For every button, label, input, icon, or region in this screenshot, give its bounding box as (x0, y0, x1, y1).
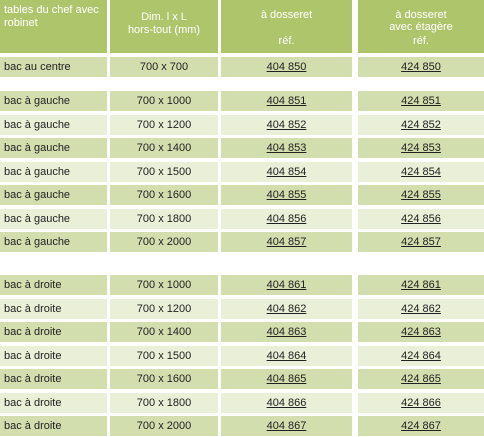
row-etagere-ref-link[interactable]: 424 850 (358, 57, 484, 77)
row-dosseret-ref-link[interactable]: 404 850 (221, 57, 352, 77)
row-type-cell: bac à gauche (0, 209, 107, 229)
table-row (0, 209, 484, 229)
row-etagere-ref-link[interactable]: 424 867 (358, 416, 484, 436)
table-row (0, 346, 484, 366)
row-dosseret-ref-link[interactable]: 404 857 (221, 232, 352, 252)
header-dimensions-cell (110, 0, 218, 53)
row-etagere-ref-link[interactable]: 424 851 (358, 91, 484, 111)
row-dimension-cell: 700 x 1200 (110, 115, 218, 135)
row-dosseret-ref-link[interactable]: 404 856 (221, 209, 352, 229)
row-type-cell: bac à droite (0, 416, 107, 436)
row-dosseret-ref-link[interactable]: 404 854 (221, 162, 352, 182)
row-etagere-ref-link[interactable]: 424 854 (358, 162, 484, 182)
header-type-label: tables du chef avec robinet (4, 4, 99, 29)
row-dosseret-ref-link[interactable]: 404 851 (221, 91, 352, 111)
row-dosseret-ref-link[interactable]: 404 853 (221, 138, 352, 158)
row-type-cell: bac à gauche (0, 115, 107, 135)
row-etagere-ref-link[interactable]: 424 856 (358, 209, 484, 229)
row-etagere-ref-link[interactable]: 424 853 (358, 138, 484, 158)
row-dimension-cell: 700 x 1400 (110, 138, 218, 158)
table-row (0, 138, 484, 158)
row-dosseret-ref-link[interactable]: 404 861 (221, 275, 352, 295)
row-dosseret-ref-link[interactable]: 404 855 (221, 185, 352, 205)
row-type-cell: bac au centre (0, 57, 107, 77)
row-type-cell: bac à droite (0, 275, 107, 295)
header-etagere-cell (358, 0, 484, 53)
row-dimension-cell: 700 x 1000 (110, 275, 218, 295)
table-row (0, 322, 484, 342)
header-etagere-label: à dosseret (395, 9, 447, 21)
row-type-cell: bac à gauche (0, 185, 107, 205)
row-etagere-ref-link[interactable]: 424 855 (358, 185, 484, 205)
row-dimension-cell: 700 x 1600 (110, 369, 218, 389)
table-row (0, 232, 484, 252)
row-type-cell: bac à gauche (0, 138, 107, 158)
row-dosseret-ref-link[interactable]: 404 862 (221, 299, 352, 319)
header-dosseret-label: à dosseret (260, 9, 313, 21)
row-type-cell: bac à droite (0, 346, 107, 366)
row-dosseret-ref-link[interactable]: 404 852 (221, 115, 352, 135)
row-etagere-ref-link[interactable]: 424 852 (358, 115, 484, 135)
table-row (0, 185, 484, 205)
row-type-cell: bac à droite (0, 369, 107, 389)
row-dimension-cell: 700 x 1000 (110, 91, 218, 111)
row-etagere-ref-link[interactable]: 424 863 (358, 322, 484, 342)
row-dimension-cell: 700 x 1500 (110, 346, 218, 366)
row-etagere-ref-link[interactable]: 424 862 (358, 299, 484, 319)
row-dosseret-ref-link[interactable]: 404 864 (221, 346, 352, 366)
header-dimensions-label: Dim. l x L (141, 11, 187, 23)
header-type-cell (0, 0, 107, 53)
row-type-cell: bac à droite (0, 322, 107, 342)
row-dimension-cell: 700 x 700 (110, 57, 218, 77)
row-type-cell: bac à gauche (0, 91, 107, 111)
header-dosseret-cell (221, 0, 352, 53)
table-row (0, 91, 484, 111)
header-etagere-sublabel: avec étagère (389, 21, 453, 33)
table-row (0, 115, 484, 135)
table-row (0, 299, 484, 319)
table-row (0, 57, 484, 77)
header-etagere-ref-label: réf. (413, 35, 429, 47)
row-type-cell: bac à droite (0, 393, 107, 413)
header-dosseret-ref-label: réf. (278, 35, 295, 47)
row-type-cell: bac à gauche (0, 232, 107, 252)
row-dimension-cell: 700 x 2000 (110, 416, 218, 436)
table-row (0, 369, 484, 389)
table-row (0, 416, 484, 436)
row-type-cell: bac à gauche (0, 162, 107, 182)
row-dimension-cell: 700 x 1200 (110, 299, 218, 319)
table-row (0, 393, 484, 413)
row-etagere-ref-link[interactable]: 424 857 (358, 232, 484, 252)
row-type-cell: bac à droite (0, 299, 107, 319)
row-dosseret-ref-link[interactable]: 404 865 (221, 369, 352, 389)
row-dimension-cell: 700 x 1400 (110, 322, 218, 342)
row-dosseret-ref-link[interactable]: 404 867 (221, 416, 352, 436)
row-dimension-cell: 700 x 1800 (110, 209, 218, 229)
row-etagere-ref-link[interactable]: 424 865 (358, 369, 484, 389)
row-dimension-cell: 700 x 1600 (110, 185, 218, 205)
table-row (0, 275, 484, 295)
header-dimensions-sublabel: hors-tout (mm) (127, 24, 201, 36)
row-etagere-ref-link[interactable]: 424 864 (358, 346, 484, 366)
row-etagere-ref-link[interactable]: 424 861 (358, 275, 484, 295)
row-dimension-cell: 700 x 2000 (110, 232, 218, 252)
row-dosseret-ref-link[interactable]: 404 866 (221, 393, 352, 413)
row-dimension-cell: 700 x 1500 (110, 162, 218, 182)
row-dimension-cell: 700 x 1800 (110, 393, 218, 413)
row-dosseret-ref-link[interactable]: 404 863 (221, 322, 352, 342)
row-etagere-ref-link[interactable]: 424 866 (358, 393, 484, 413)
table-row (0, 162, 484, 182)
